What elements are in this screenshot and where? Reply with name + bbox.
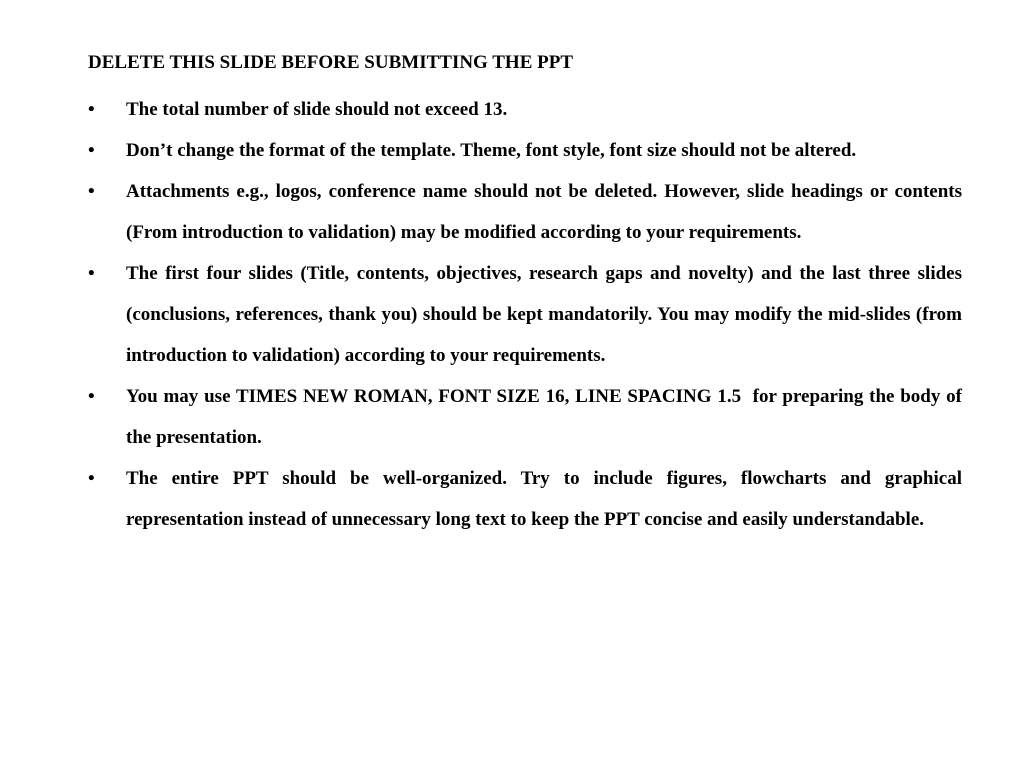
instruction-text: Attachments e.g., logos, conference name should not be deleted. However, slide headings or contents (From introduction to validation) may be modified according to your requirements.	[126, 181, 967, 243]
instruction-item	[88, 376, 967, 458]
bullet-icon: •	[88, 140, 95, 161]
instruction-list	[88, 89, 967, 540]
instruction-text: You may use TIMES NEW ROMAN, FONT SIZE 16, LINE SPACING 1.5 for preparing the body of the presentation.	[126, 386, 967, 448]
bullet-icon: •	[88, 468, 95, 489]
instruction-item	[88, 171, 967, 253]
instruction-item	[88, 253, 967, 376]
instruction-item	[88, 130, 962, 171]
instruction-text: The total number of slide should not exceed 13.	[126, 99, 508, 120]
bullet-icon: •	[88, 181, 95, 202]
instruction-text: The first four slides (Title, contents, objectives, research gaps and novelty) and the last three slides (conclusions, references, thank you) should be kept mandatorily. You may modify the mid-slides (from introduction to validation) according to your requirements.	[126, 263, 967, 366]
instruction-item	[88, 89, 962, 130]
instruction-text: Don’t change the format of the template. Theme, font style, font size should not be altered.	[126, 140, 857, 161]
slide-heading: DELETE THIS SLIDE BEFORE SUBMITTING THE PPT	[88, 52, 574, 73]
bullet-icon: •	[88, 99, 95, 120]
bullet-icon: •	[88, 386, 95, 407]
instruction-text: The entire PPT should be well-organized. Try to include figures, flowcharts and graphical representation instead of unnecessary long text to keep the PPT concise and easily understandable.	[126, 468, 967, 530]
instruction-item	[88, 458, 967, 540]
bullet-icon: •	[88, 263, 95, 284]
